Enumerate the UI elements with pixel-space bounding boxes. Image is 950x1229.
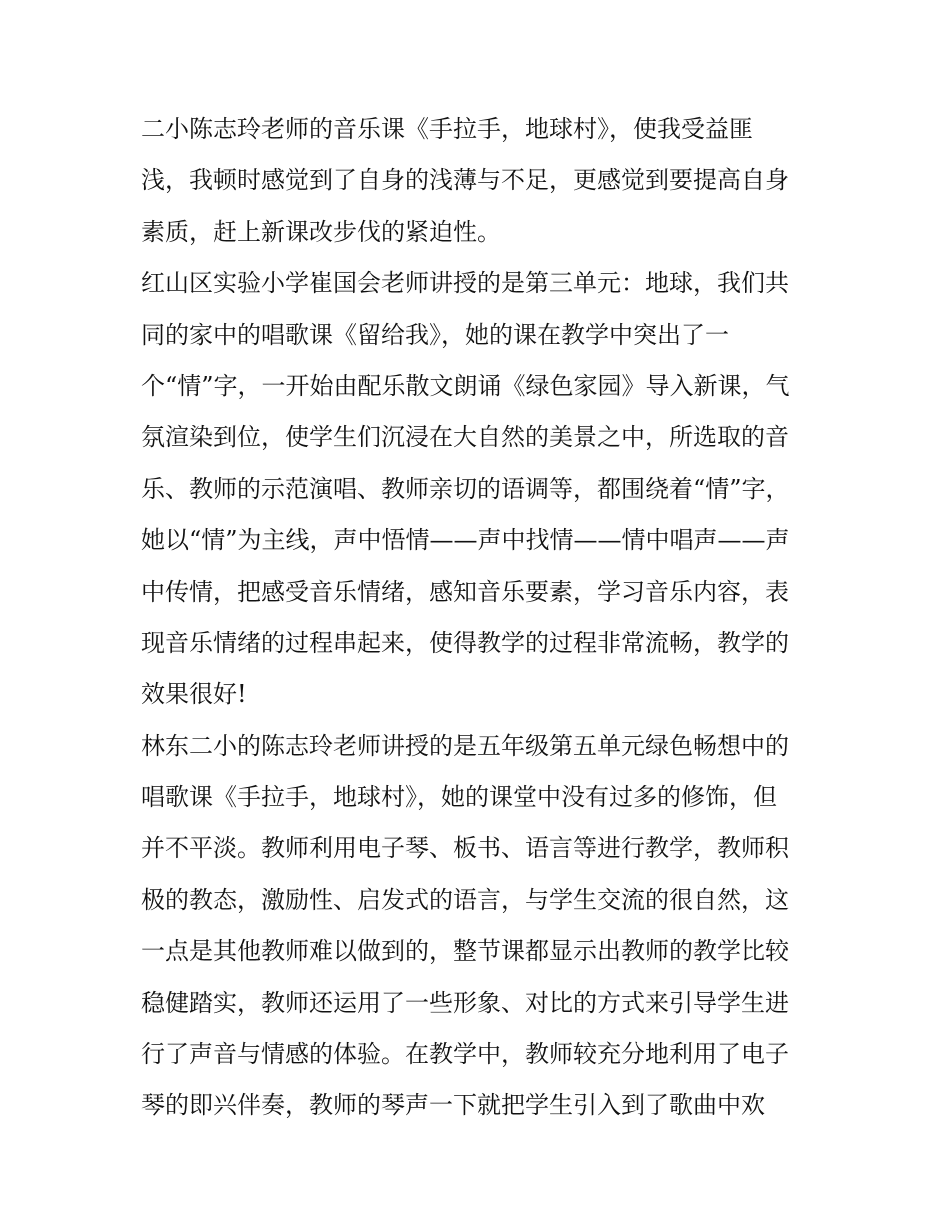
text-line: 同的家中的唱歌课《留给我》，她的课在教学中突出了一 xyxy=(141,320,729,349)
text-line: 乐、教师的示范演唱、教师亲切的语调等，都围绕着“情”字， xyxy=(141,474,790,503)
text-line: 一点是其他教师难以做到的，整节课都显示出教师的教学比较 xyxy=(141,937,789,966)
text-line: 中传情，把感受音乐情绪，感知音乐要素，学习音乐内容，表 xyxy=(141,577,789,606)
text-line: 唱歌课《手拉手，地球村》，她的课堂中没有过多的修饰，但 xyxy=(141,783,777,812)
paragraph-2 xyxy=(141,258,816,721)
text-line: 行了声音与情感的体验。在教学中，教师较充分地利用了电子 xyxy=(141,1040,789,1069)
text-line: 并不平淡。教师利用电子琴、板书、语言等进行教学，教师积 xyxy=(141,834,789,863)
text-line: 个“情”字，一开始由配乐散文朗诵《绿色家园》导入新课，气 xyxy=(141,371,790,400)
paragraph-3 xyxy=(141,721,816,1132)
text-line: 琴的即兴伴奏，教师的琴声一下就把学生引入到了歌曲中欢 xyxy=(141,1091,765,1120)
document-body xyxy=(141,104,816,1132)
text-line: 二小陈志玲老师的音乐课《手拉手，地球村》，使我受益匪 xyxy=(141,115,753,143)
text-line: 林东二小的陈志玲老师讲授的是五年级第五单元绿色畅想中的 xyxy=(141,731,789,760)
text-line: 浅，我顿时感觉到了自身的浅薄与不足，更感觉到要提高自身 xyxy=(141,166,789,195)
text-line: 效果很好! xyxy=(141,680,247,709)
text-line: 现音乐情绪的过程串起来，使得教学的过程非常流畅，教学的 xyxy=(141,628,789,657)
text-line: 素质，赶上新课改步伐的紧迫性。 xyxy=(141,217,501,246)
text-line: 极的教态，激励性、启发式的语言，与学生交流的很自然，这 xyxy=(141,885,789,914)
text-line: 氛渲染到位，使学生们沉浸在大自然的美景之中，所选取的音 xyxy=(141,423,789,452)
text-line: 红山区实验小学崔国会老师讲授的是第三单元：地球，我们共 xyxy=(141,269,789,298)
paragraph-1 xyxy=(141,104,816,258)
text-line: 她以“情”为主线，声中悟情——声中找情——情中唱声——声 xyxy=(141,526,790,555)
text-line: 稳健踏实，教师还运用了一些形象、对比的方式来引导学生进 xyxy=(141,988,789,1017)
